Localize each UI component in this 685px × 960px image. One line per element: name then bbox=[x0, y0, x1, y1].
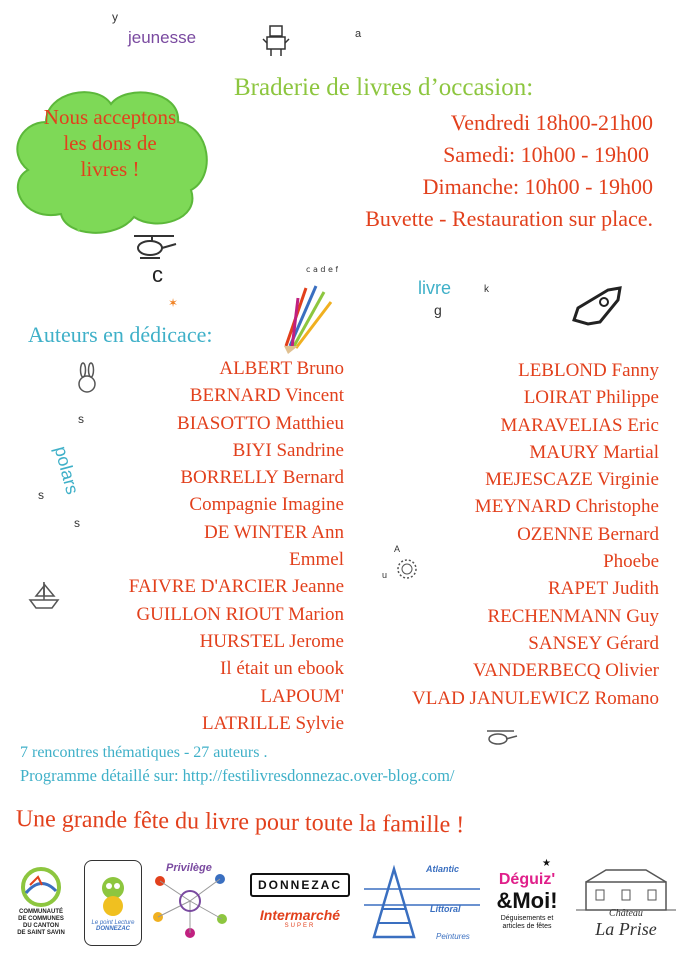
authors-heading: Auteurs en dédicace: bbox=[28, 322, 213, 347]
svg-text:c a d e f: c a d e f bbox=[306, 265, 338, 274]
author-right-item: MAURY Martial bbox=[529, 441, 659, 463]
caterpillar-icon bbox=[93, 874, 133, 920]
author-left-item: HURSTEL Jerome bbox=[199, 630, 344, 652]
communaute-emblem-icon bbox=[16, 865, 66, 909]
author-right-item: RAPET Judith bbox=[547, 578, 659, 600]
author-left-item: Compagnie Imagine bbox=[189, 494, 344, 516]
doodle-letter: c bbox=[152, 262, 163, 287]
page-title: Braderie de livres d’occasion: bbox=[234, 74, 534, 101]
deguiz-sub: Déguisements et bbox=[500, 915, 554, 922]
author-left-item: BERNARD Vincent bbox=[189, 385, 344, 407]
author-left-item: Il était un ebook bbox=[220, 658, 344, 680]
logo-communaute bbox=[10, 856, 72, 946]
schedule-refreshments: Buvette - Restauration sur place. bbox=[365, 206, 653, 231]
cloud-text bbox=[20, 104, 200, 182]
star-icon: ✶ bbox=[168, 296, 179, 310]
author-left-item: FAIVRE D'ARCIER Jeanne bbox=[128, 576, 344, 598]
doodle-letter: k bbox=[484, 284, 489, 295]
info-meetings: 7 rencontres thématiques - 27 auteurs . bbox=[20, 744, 268, 761]
tag-livre: livre bbox=[418, 278, 452, 298]
author-right-item: VLAD JANULEWICZ Romano bbox=[412, 687, 659, 709]
doodle-letter: u bbox=[382, 570, 388, 580]
schedule-sunday: Dimanche: 10h00 - 19h00 bbox=[422, 174, 653, 199]
logo-text: Le point Lecture bbox=[91, 920, 135, 926]
donnezac-sign: DONNEZAC bbox=[250, 873, 350, 897]
tag-jeunesse: jeunesse bbox=[128, 28, 197, 47]
doodle-letter: s bbox=[38, 488, 44, 502]
doodle-letter: s bbox=[78, 412, 84, 426]
author-right-item: OZENNE Bernard bbox=[517, 523, 659, 545]
author-right-item: LOIRAT Philippe bbox=[523, 387, 659, 409]
chateau-text: La Prise bbox=[595, 919, 657, 939]
authors-right-list bbox=[339, 360, 659, 715]
logo-point-lecture bbox=[84, 860, 142, 946]
author-right-item: SANSEY Gérard bbox=[528, 632, 659, 654]
tag-polars: polars bbox=[50, 444, 83, 497]
author-right-item: VANDERBECQ Olivier bbox=[473, 660, 659, 682]
intermarche-text: Intermarché bbox=[259, 907, 341, 923]
helicopter-icon bbox=[130, 232, 180, 262]
info-program-link: Programme détaillé sur: http://festilivresdonnezac.over-blog.com/ bbox=[20, 766, 455, 785]
chateau-text: Château bbox=[609, 908, 643, 919]
author-left-item: LATRILLE Sylvie bbox=[202, 712, 344, 734]
rocket-icon bbox=[568, 284, 626, 326]
doodle-letter: a bbox=[355, 28, 362, 40]
author-left-item: BORRELLY Bernard bbox=[180, 467, 344, 489]
author-left-item: LAPOUM' bbox=[260, 685, 344, 707]
author-right-item: MARAVELIAS Eric bbox=[500, 414, 659, 436]
cloud-line: Nous acceptons bbox=[43, 105, 177, 129]
cloud-line: les dons de bbox=[63, 131, 157, 155]
author-right-item: LEBLOND Fanny bbox=[518, 360, 659, 381]
author-left-item: BIASOTTO Matthieu bbox=[177, 412, 344, 434]
schedule-saturday: Samedi: 10h00 - 19h00 bbox=[443, 142, 649, 167]
atlantic-text: Atlantic bbox=[426, 864, 460, 874]
author-left-item: ALBERT Bruno bbox=[219, 358, 344, 379]
author-right-item: MEJESCAZE Virginie bbox=[485, 469, 659, 491]
pencil-letters-icon bbox=[276, 258, 338, 354]
schedule-friday: Vendredi 18h00-21h00 bbox=[450, 110, 653, 135]
logo-atlantic bbox=[364, 856, 480, 946]
logo-deguiz bbox=[486, 856, 568, 946]
author-left-item: Emmel bbox=[289, 549, 344, 571]
chateau-building-icon bbox=[576, 862, 676, 914]
author-right-item: RECHENMANN Guy bbox=[487, 605, 659, 627]
logo-text: COMMUNAUTÉ bbox=[19, 909, 63, 915]
deguiz-text: &Moi! bbox=[496, 888, 558, 913]
doodle-letter: A bbox=[394, 544, 401, 554]
author-left-item: DE WINTER Ann bbox=[203, 521, 344, 543]
privilege-text: Privilège bbox=[166, 862, 212, 874]
author-right-item: Phoebe bbox=[603, 551, 659, 573]
doodle-letter: g bbox=[434, 302, 442, 318]
slogan: Une grande fête du livre pour toute la famille ! bbox=[15, 806, 465, 839]
doodle-letter: y bbox=[112, 10, 118, 24]
atlantic-text: Littoral bbox=[430, 904, 461, 914]
atlantic-tower-icon bbox=[364, 859, 480, 943]
deguiz-text: Déguiz' bbox=[498, 871, 556, 888]
logo-text: DE SAINT SAVIN bbox=[17, 930, 65, 936]
deguiz-sub: articles de fêtes bbox=[502, 923, 552, 930]
intermarche-sub: SUPER bbox=[284, 923, 316, 929]
author-right-item: MEYNARD Christophe bbox=[474, 496, 659, 518]
atlantic-text: Peintures bbox=[436, 932, 470, 941]
logo-chateau bbox=[574, 856, 678, 946]
authors-left-list bbox=[24, 358, 344, 740]
logo-text: DONNEZAC bbox=[96, 926, 130, 932]
logo-text: DE COMMUNES bbox=[18, 916, 64, 922]
cloud-line: livres ! bbox=[80, 157, 140, 181]
robot-icon bbox=[262, 24, 290, 58]
doodle-letter: s bbox=[74, 516, 80, 530]
star-icon: ★ bbox=[542, 858, 551, 869]
logo-donnezac-intermarche bbox=[246, 856, 354, 946]
helicopter-small-icon bbox=[484, 728, 520, 748]
author-left-item: BIYI Sandrine bbox=[232, 439, 344, 461]
author-left-item: GUILLON RIOUT Marion bbox=[136, 603, 344, 625]
logo-text: DU CANTON bbox=[23, 923, 59, 929]
logo-privilege bbox=[148, 856, 232, 946]
